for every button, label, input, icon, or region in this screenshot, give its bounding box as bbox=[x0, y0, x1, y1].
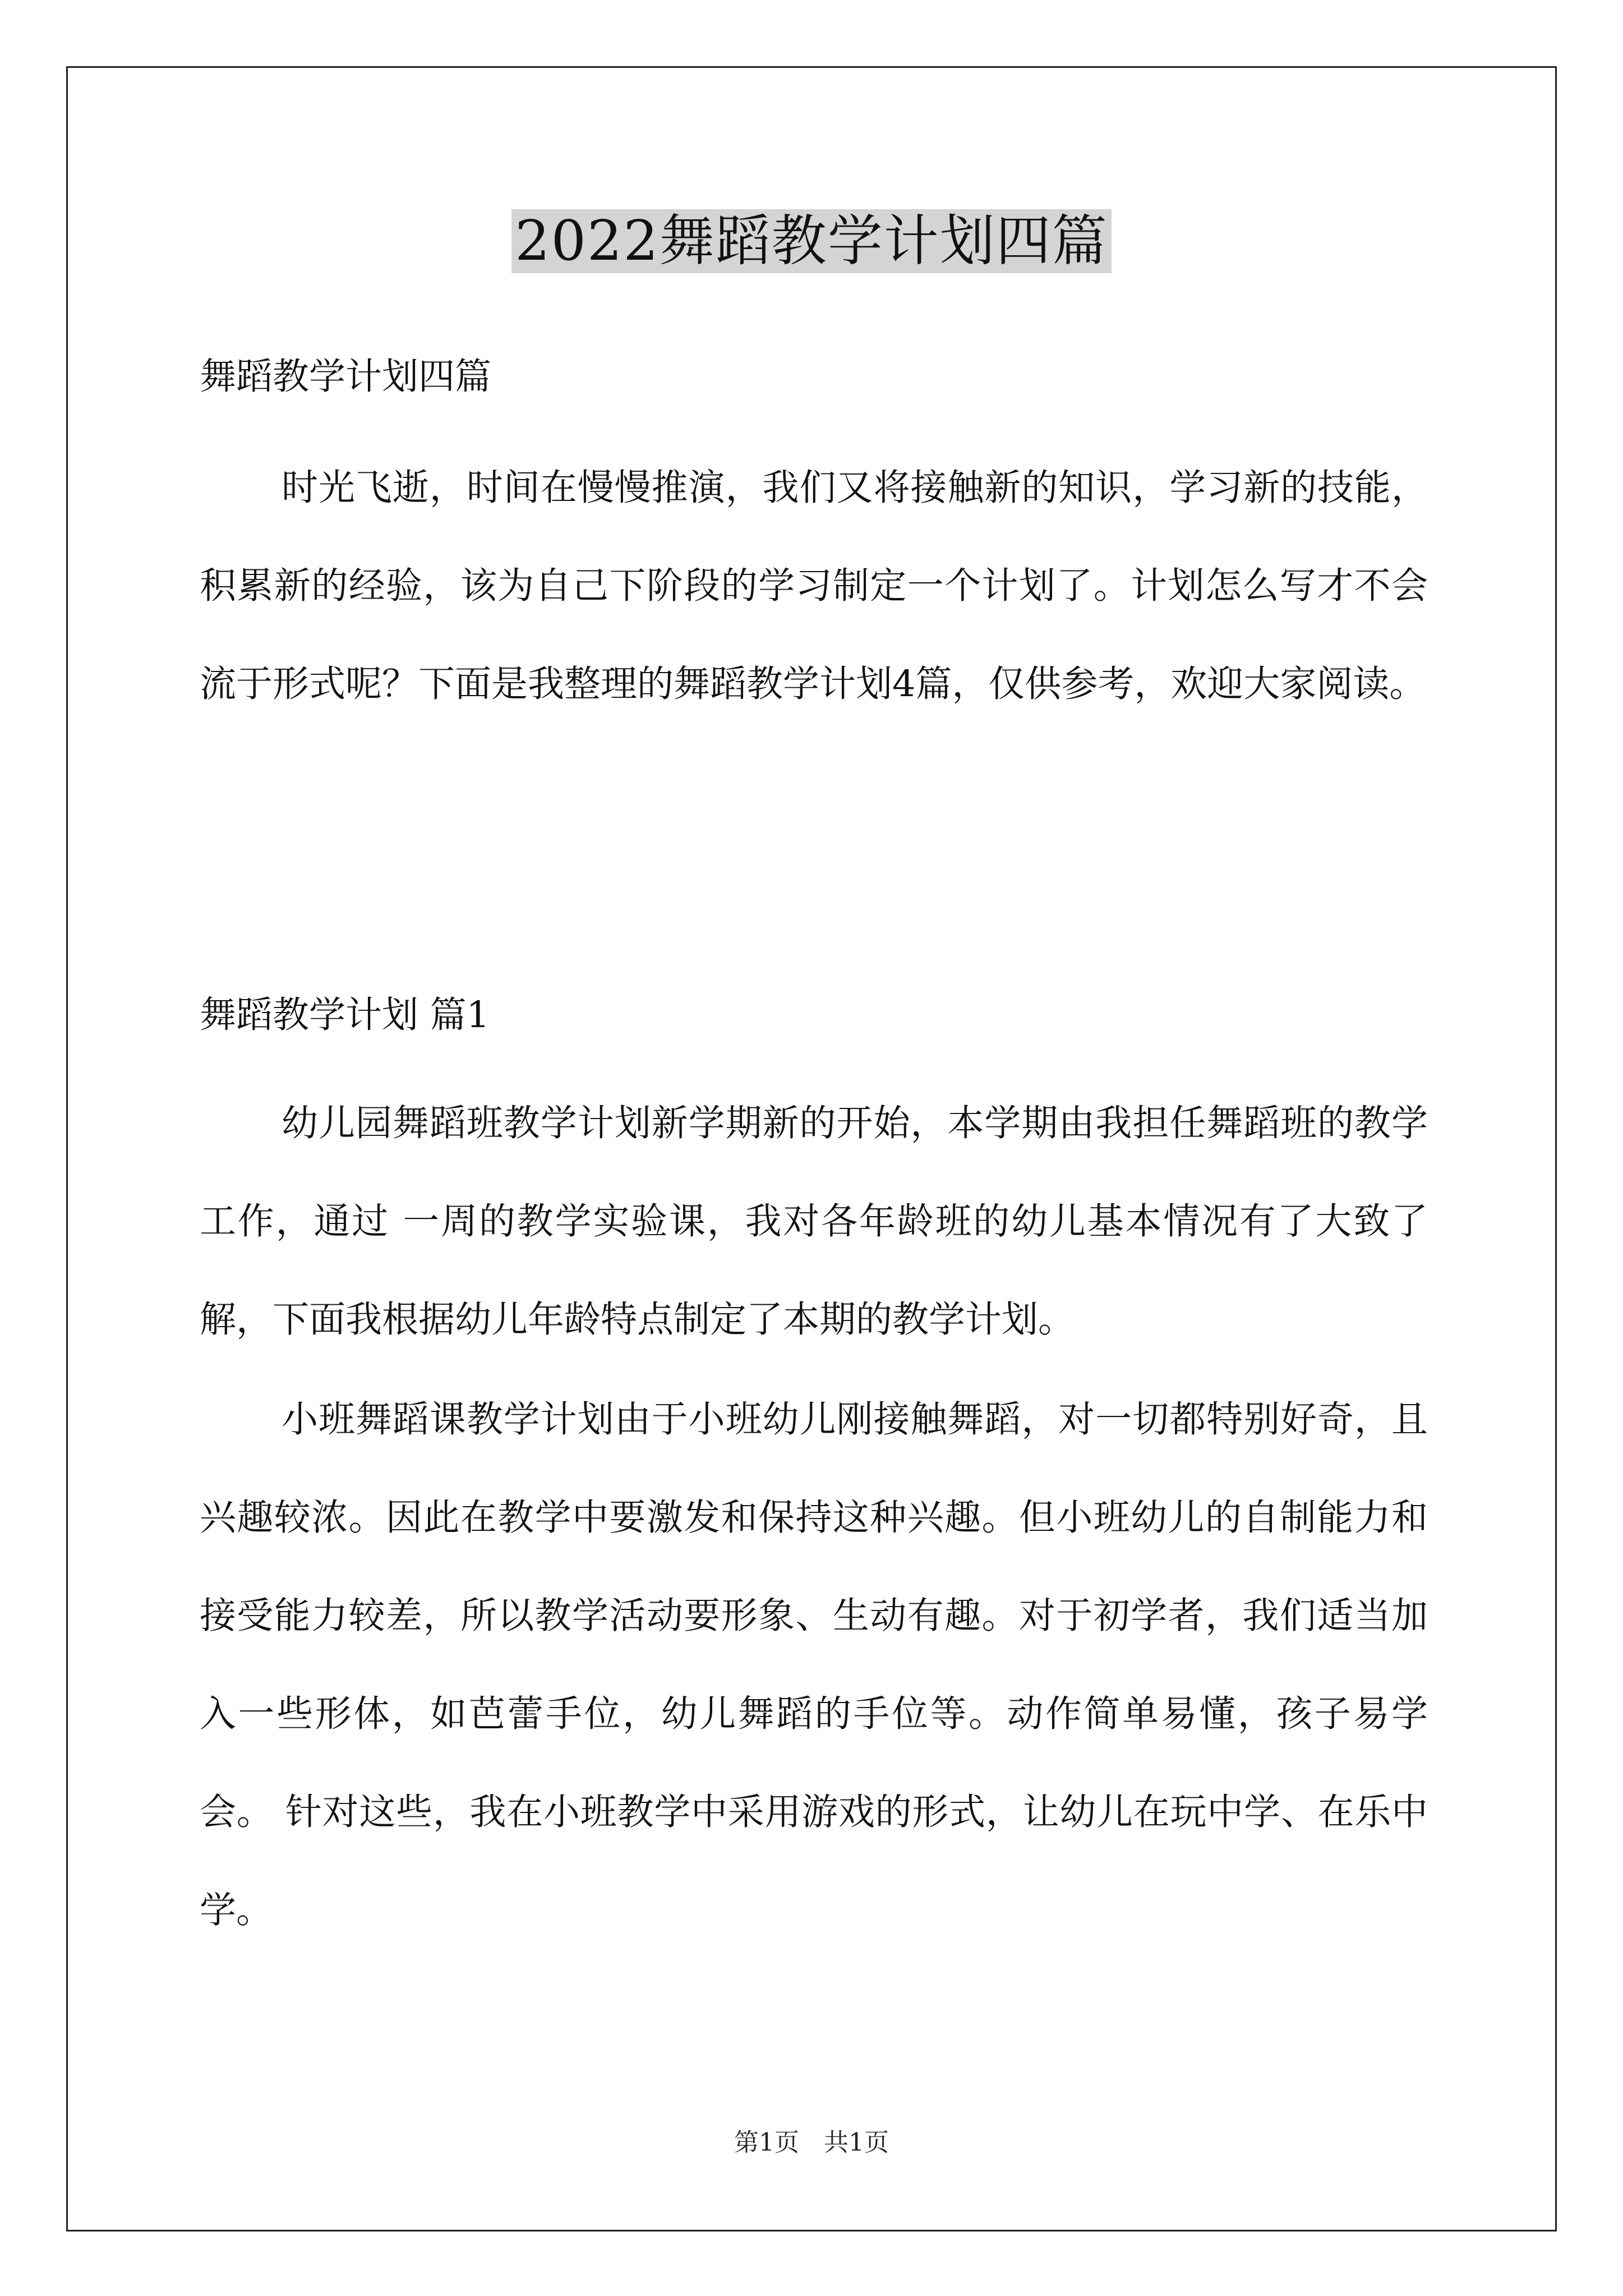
page-number: 第1页 共1页 bbox=[734, 2128, 889, 2157]
intro-paragraph: 时光飞逝，时间在慢慢推演，我们又将接触新的知识，学习新的技能，积累新的经验，该为自己下阶段的学习制定一个计划了。计划怎么写才不会流于形式呢？下面是我整理的舞蹈教学计划4篇，仅供参考，欢迎大家阅读。 bbox=[200, 467, 1428, 705]
page-footer bbox=[0, 2126, 1623, 2160]
section-heading-1: 舞蹈教学计划 篇1 bbox=[200, 994, 490, 1036]
section1-paragraph-2: 小班舞蹈课教学计划由于小班幼儿刚接触舞蹈，对一切都特别好奇，且兴趣较浓。因此在教学中要激发和保持这种兴趣。但小班幼儿的自制能力和接受能力较差，所以教学活动要形象、生动有趣。对于初学者，我们适当加入一些形体，如芭蕾手位，幼儿舞蹈的手位等。动作简单易懂，孩子易学会。 针对这些，我在小班教学中采用游戏的形式，让幼儿在玩中学、在乐中学。 bbox=[200, 1398, 1428, 1931]
document-title-text: 2022舞蹈教学计划四篇 bbox=[511, 209, 1111, 273]
document-title bbox=[0, 202, 1623, 280]
document-subtitle: 舞蹈教学计划四篇 bbox=[200, 356, 492, 398]
section1-paragraph-1: 幼儿园舞蹈班教学计划新学期新的开始，本学期由我担任舞蹈班的教学工作，通过 一周的教学实验课，我对各年龄班的幼儿基本情况有了大致了解，下面我根据幼儿年龄特点制定了本期的教学计划。 bbox=[200, 1102, 1428, 1341]
